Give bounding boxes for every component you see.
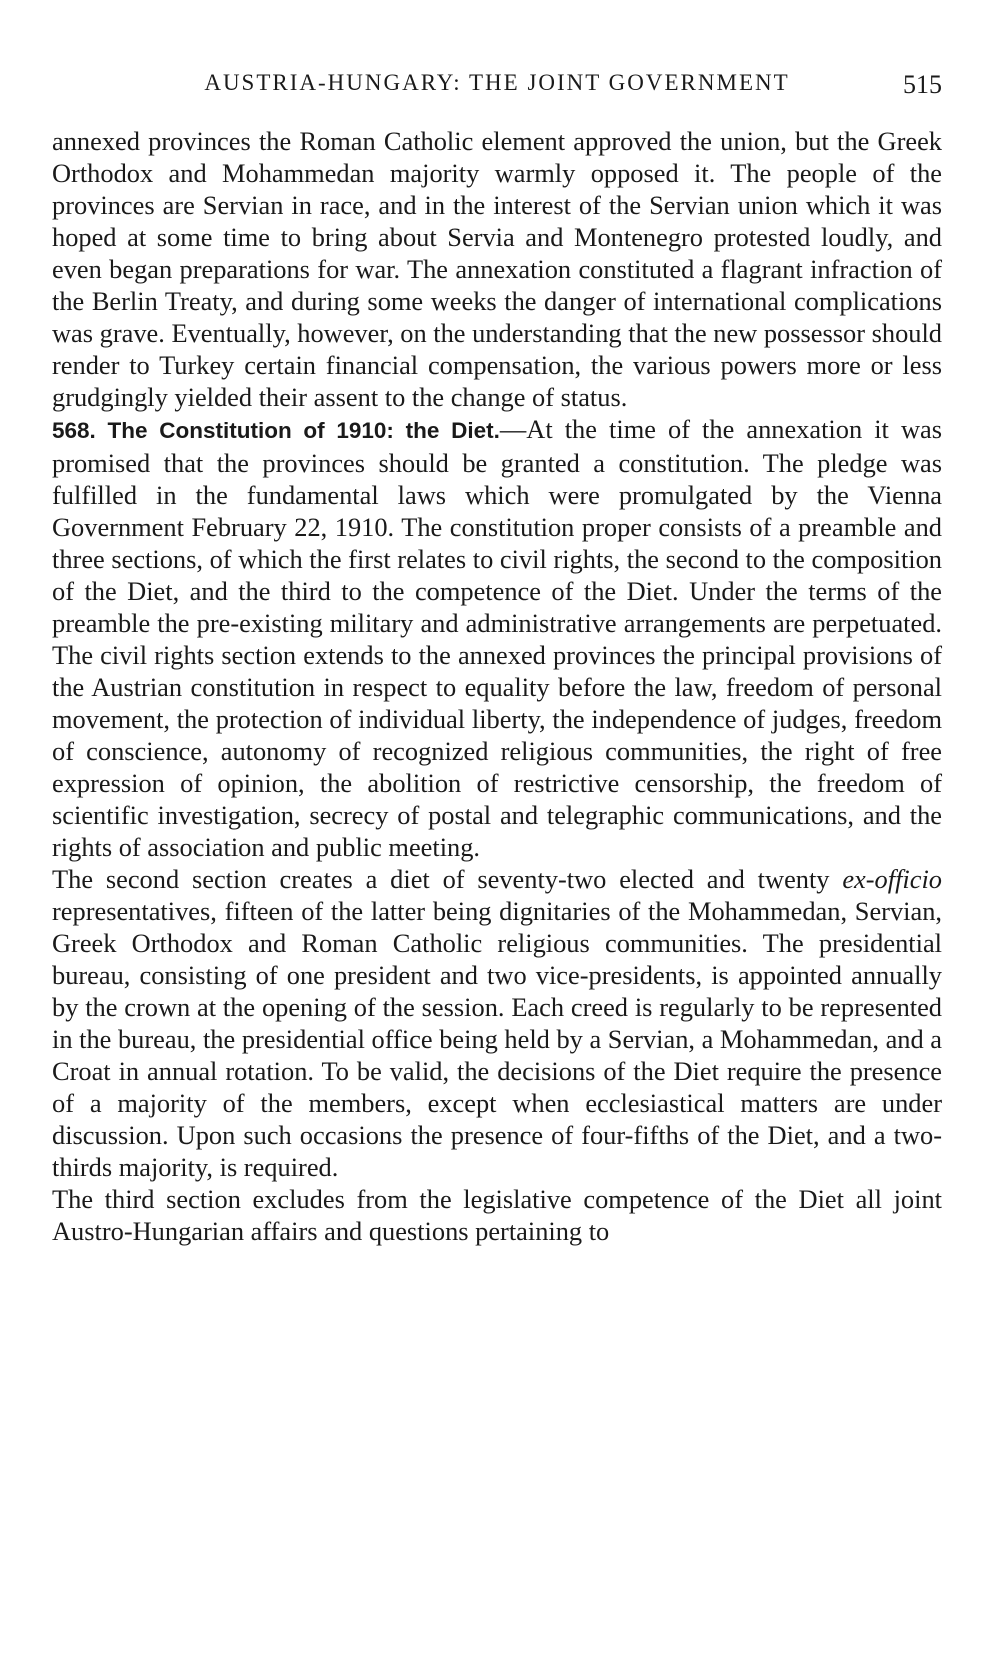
paragraph-third-section: The third section excludes from the legislative competence of the Diet all joint Austro-Hungarian affairs and questions pertaining to: [52, 1184, 942, 1246]
paragraph-continued: annexed provinces the Roman Catholic element approved the union, but the Greek Orthodox and Mohammedan majority warmly opposed it. The people of the provinces are Servian in race, and in the interest of the Servian union which it was hoped at some time to bring about Servia and Montenegro protested loudly, and even began preparations for war. The annexation constituted a flagrant infraction of the Berlin Treaty, and during some weeks the danger of international complications was grave. Eventually, however, on the understanding that the new possessor should render to Turkey certain financial compensation, the various powers more or less grudgingly yielded their assent to the change of status.: [52, 126, 942, 412]
page-header: [52, 70, 942, 110]
paragraph-section-568-text: —At the time of the annexation it was promised that the provinces should be granted a constitution. The pledge was fulfilled in the fundamental laws which were promulgated by the Vienna Government February 22, 1910. The constitution proper consists of a preamble and three sections, of which the first relates to civil rights, the second to the composition of the Diet, and the third to the competence of the Diet. Under the terms of the preamble the pre-existing military and administrative arrangements are perpetuated. The civil rights section extends to the annexed provinces the principal provisions of the Austrian constitution in respect to equality before the law, freedom of personal movement, the protection of individual liberty, the independence of judges, freedom of conscience, autonomy of recognized religious communities, the right of free expression of opinion, the abolition of restrictive censorship, the freedom of scientific investigation, secrecy of postal and telegraphic communications, and the rights of association and public meeting.: [52, 414, 942, 862]
paragraph-second-section: [52, 863, 942, 1183]
page-number: 515: [903, 70, 942, 99]
paragraph-section-568: [52, 413, 942, 863]
paragraph-second-section-start: The second section creates a diet of seventy-two elected and twenty: [52, 864, 843, 894]
paragraph-second-section-rest: representatives, fifteen of the latter being dignitaries of the Mohammedan, Servian, Greek Orthodox and Roman Catholic religious communities. The presidential bureau, consisting of one president and two vice-presidents, is appointed annually by the crown at the opening of the session. Each creed is regularly to be represented in the bureau, the presidential office being held by a Servian, a Mohammedan, and a Croat in annual rotation. To be valid, the decisions of the Diet require the presence of a majority of the members, except when ecclesiastical matters are under discussion. Upon such occasions the presence of four-fifths of the Diet, and a two-thirds majority, is required.: [52, 896, 942, 1182]
running-head: AUSTRIA-HUNGARY: THE JOINT GOVERNMENT: [204, 70, 790, 95]
section-heading: 568. The Constitution of 1910: the Diet.: [52, 418, 500, 443]
italic-ex-officio: ex-officio: [842, 864, 942, 894]
page-body: [52, 125, 942, 1247]
